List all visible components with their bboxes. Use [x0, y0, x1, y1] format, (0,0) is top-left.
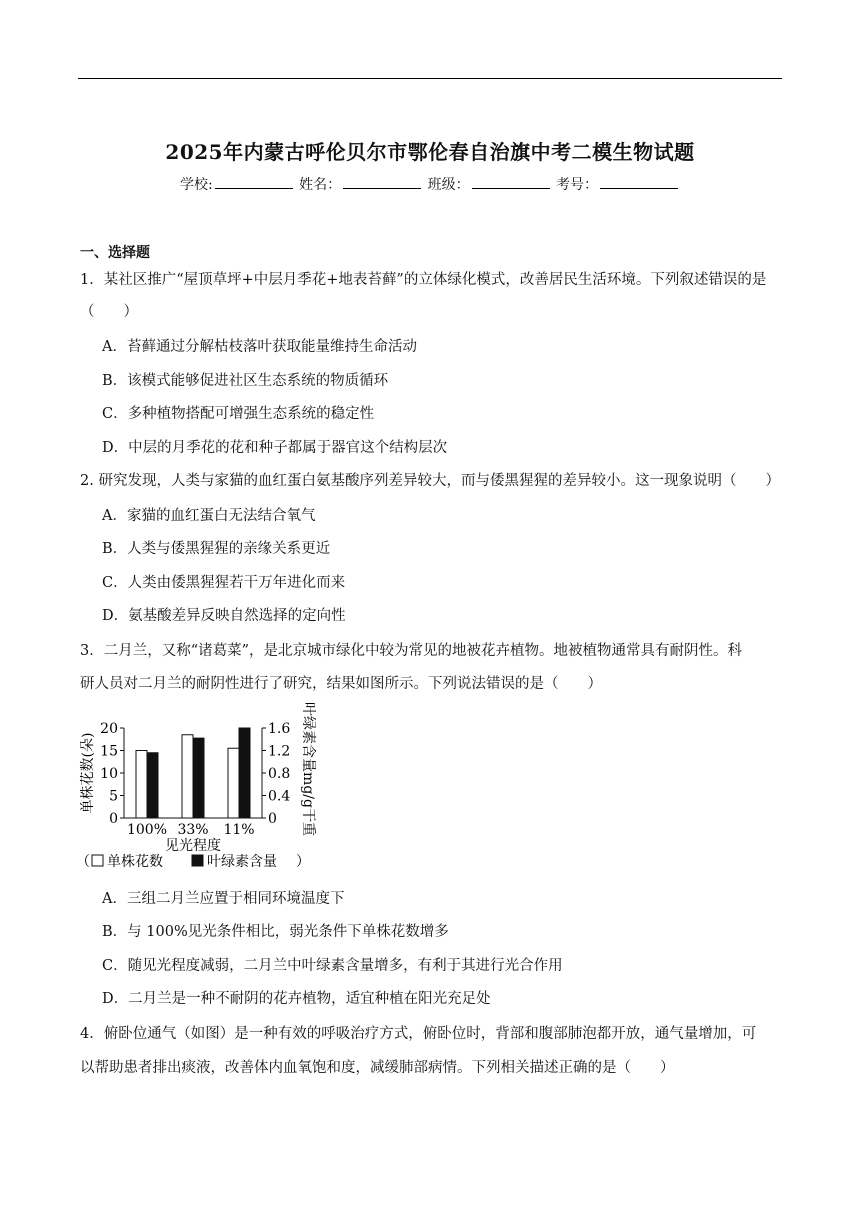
left-tick-label: 10: [100, 766, 118, 782]
question-3-option-b: B．与 100%见光条件相比，弱光条件下单株花数增多: [102, 924, 449, 940]
legend-swatch-flower-count: [92, 855, 103, 866]
x-tick-label: 100%: [126, 822, 168, 838]
question-1-stem-line2: （ ）: [80, 304, 138, 320]
bar-chlorophyll: [147, 753, 158, 818]
legend-label-flower-count: 单株花数: [107, 854, 163, 870]
legend-swatch-chlorophyll: [192, 855, 203, 866]
top-rule: [78, 78, 782, 79]
right-tick-label: 1.6: [268, 721, 291, 737]
question-2-option-b: B．人类与倭黑猩猩的亲缘关系更近: [102, 541, 331, 557]
name-blank[interactable]: [343, 176, 421, 189]
page-title: 2025年内蒙古呼伦贝尔市鄂伦春自治旗中考二模生物试题: [165, 140, 695, 164]
class-label: 班级：: [427, 177, 470, 193]
x-tick-label: 11%: [223, 822, 255, 838]
bar-flower-count: [182, 735, 193, 818]
legend-label-chlorophyll: 叶绿素含量: [207, 854, 277, 870]
question-4-stem: 4．俯卧位通气（如图）是一种有效的呼吸治疗方式，俯卧位时，背部和腹部肺泡都开放，通气量增加，可: [80, 1026, 757, 1042]
name-label: 姓名：: [299, 177, 342, 193]
question-4-stem-line2: 以帮助患者排出痰液，改善体内血氧饱和度，减缓肺部病情。下列相关描述正确的是（ ）: [80, 1060, 675, 1076]
bar-flower-count: [136, 751, 147, 819]
question-1-option-d: D．中层的月季花的花和种子都属于器官这个结构层次: [102, 440, 448, 456]
question-1-option-b: B．该模式能够促进社区生态系统的物质循环: [102, 373, 389, 389]
right-tick-label: 1.2: [268, 743, 291, 760]
student-info-line: [0, 174, 860, 194]
school-label: 学校:: [179, 177, 213, 193]
flower-chlorophyll-chart: [76, 702, 326, 880]
left-tick-label: 15: [100, 743, 118, 760]
left-tick-label: 5: [109, 788, 118, 805]
question-2-option-a: A．家猫的血红蛋白无法结合氧气: [102, 508, 316, 524]
class-blank[interactable]: [472, 176, 550, 189]
legend-close-paren: ）: [296, 854, 310, 870]
question-2-stem: 2. 研究发现，人类与家猫的血红蛋白氨基酸序列差异较大，而与倭黑猩猩的差异较小。这一现象说明（ ）: [80, 473, 780, 489]
x-tick-label: 33%: [177, 822, 209, 838]
left-tick-label: 20: [100, 721, 118, 737]
question-3-option-d: D．二月兰是一种不耐阴的花卉植物，适宜种植在阳光充足处: [102, 991, 491, 1007]
question-1-stem: 1．某社区推广“屋顶草坪+中层月季花+地表苔藓”的立体绿化模式，改善居民生活环境。下列叙述错误的是: [80, 272, 767, 288]
exam-no-blank[interactable]: [600, 176, 678, 189]
bar-flower-count: [228, 748, 239, 818]
right-tick-label: 0.8: [268, 766, 291, 782]
left-axis-label: 单株花数(朵): [80, 732, 96, 814]
bar-chlorophyll: [239, 728, 250, 818]
legend-open-paren: （: [76, 854, 90, 870]
question-1-option-a: A．苔藓通过分解枯枝落叶获取能量维持生命活动: [102, 339, 417, 355]
left-tick-label: 0: [109, 811, 118, 827]
question-2-option-d: D．氨基酸差异反映自然选择的定向性: [102, 608, 346, 624]
right-tick-label: 0: [268, 811, 277, 827]
school-blank[interactable]: [215, 176, 293, 189]
bar-chlorophyll: [193, 738, 204, 818]
chart-svg: [76, 702, 326, 880]
question-3-stem-line2: 研人员对二月兰的耐阴性进行了研究，结果如图所示。下列说法错误的是（ ）: [80, 676, 602, 692]
right-tick-label: 0.4: [268, 788, 291, 805]
x-axis-label: 见光程度: [165, 838, 221, 854]
section-title: 一、选择题: [80, 245, 150, 261]
exam-no-label: 考号：: [556, 177, 599, 193]
question-1-option-c: C．多种植物搭配可增强生态系统的稳定性: [102, 406, 375, 422]
right-axis-label: 叶绿素含量mg/g干重: [300, 702, 316, 836]
question-3-option-c: C．随见光程度减弱，二月兰中叶绿素含量增多，有利于其进行光合作用: [102, 958, 563, 974]
question-3-option-a: A．三组二月兰应置于相同环境温度下: [102, 891, 345, 907]
question-2-option-c: C．人类由倭黑猩猩若干万年进化而来: [102, 575, 346, 591]
question-3-stem: 3．二月兰，又称“诸葛菜”，是北京城市绿化中较为常见的地被花卉植物。地被植物通常具有耐阴性。科: [80, 643, 743, 659]
